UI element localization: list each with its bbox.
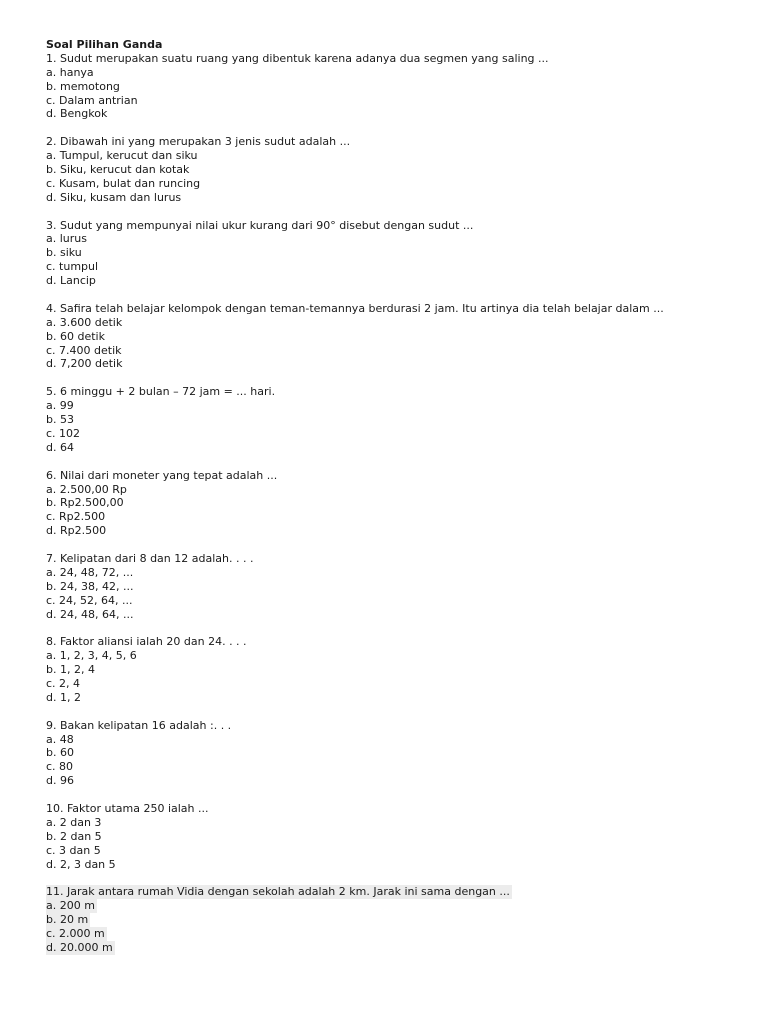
question-4 bbox=[46, 302, 746, 371]
option-c: c. Dalam antrian bbox=[46, 93, 138, 107]
option-b: b. siku bbox=[46, 246, 82, 260]
option-b: b. 60 detik bbox=[46, 329, 105, 343]
question-6 bbox=[46, 469, 746, 538]
option-a: a. lurus bbox=[46, 232, 87, 246]
option-c: c. 3 dan 5 bbox=[46, 843, 101, 857]
option-a: a. 24, 48, 72, ... bbox=[46, 565, 134, 579]
option-d: d. 24, 48, 64, ... bbox=[46, 607, 134, 621]
question-text: 11. Jarak antara rumah Vidia dengan sekolah adalah 2 km. Jarak ini sama dengan ... bbox=[46, 885, 510, 899]
option-c: c. 2, 4 bbox=[46, 676, 81, 690]
option-a: a. 99 bbox=[46, 399, 74, 413]
option-c: c. tumpul bbox=[46, 260, 99, 274]
option-a: a. 48 bbox=[46, 732, 74, 746]
option-a: a. 1, 2, 3, 4, 5, 6 bbox=[46, 649, 137, 663]
option-d: d. Lancip bbox=[46, 274, 96, 288]
option-d: d. 2, 3 dan 5 bbox=[46, 857, 116, 871]
option-b: b. 24, 38, 42, ... bbox=[46, 579, 134, 593]
option-d: d. Bengkok bbox=[46, 107, 108, 121]
option-b: b. Siku, kerucut dan kotak bbox=[46, 163, 190, 177]
question-5 bbox=[46, 385, 746, 454]
question-text: 2. Dibawah ini yang merupakan 3 jenis sudut adalah ... bbox=[46, 135, 351, 149]
option-d: d. Rp2.500 bbox=[46, 524, 107, 538]
option-b: b. 2 dan 5 bbox=[46, 829, 102, 843]
question-text: 1. Sudut merupakan suatu ruang yang dibentuk karena adanya dua segmen yang saling ... bbox=[46, 51, 549, 65]
question-text: 8. Faktor aliansi ialah 20 dan 24. . . . bbox=[46, 635, 247, 649]
option-b: b. 53 bbox=[46, 413, 74, 427]
option-b: b. Rp2.500,00 bbox=[46, 496, 124, 510]
option-d: d. 1, 2 bbox=[46, 690, 81, 704]
document-content bbox=[46, 38, 746, 969]
option-c: c. 2.000 m bbox=[46, 927, 105, 940]
option-a: a. hanya bbox=[46, 65, 94, 79]
option-d: d. 64 bbox=[46, 440, 74, 454]
option-a: a. 200 m bbox=[46, 899, 95, 913]
question-7 bbox=[46, 552, 746, 621]
option-c: c. 7.400 detik bbox=[46, 343, 122, 357]
question-text: 7. Kelipatan dari 8 dan 12 adalah. . . . bbox=[46, 551, 254, 565]
option-d: d. 7,200 detik bbox=[46, 357, 123, 371]
option-d: d. Siku, kusam dan lurus bbox=[46, 190, 182, 204]
option-a: a. 2.500,00 Rp bbox=[46, 482, 127, 496]
option-b: b. 60 bbox=[46, 746, 74, 760]
question-1 bbox=[46, 52, 746, 121]
question-text: 6. Nilai dari moneter yang tepat adalah ... bbox=[46, 468, 278, 482]
option-c: c. 102 bbox=[46, 426, 81, 440]
option-c: c. 24, 52, 64, ... bbox=[46, 593, 133, 607]
option-a: a. Tumpul, kerucut dan siku bbox=[46, 149, 198, 163]
option-d: d. 96 bbox=[46, 774, 74, 788]
option-c: c. Kusam, bulat dan runcing bbox=[46, 176, 201, 190]
option-c: c. Rp2.500 bbox=[46, 510, 106, 524]
option-b: b. 1, 2, 4 bbox=[46, 663, 95, 677]
option-a: a. 3.600 detik bbox=[46, 315, 123, 329]
option-b: b. memotong bbox=[46, 79, 120, 93]
question-text: 9. Bakan kelipatan 16 adalah :. . . bbox=[46, 718, 232, 732]
question-11 bbox=[46, 885, 746, 954]
question-2 bbox=[46, 135, 746, 204]
document-title: Soal Pilihan Ganda bbox=[46, 38, 163, 51]
option-a: a. 2 dan 3 bbox=[46, 815, 102, 829]
option-b: b. 20 m bbox=[46, 913, 89, 927]
question-text: 10. Faktor utama 250 ialah ... bbox=[46, 801, 209, 815]
question-3 bbox=[46, 219, 746, 288]
question-8 bbox=[46, 635, 746, 704]
question-10 bbox=[46, 802, 746, 871]
question-text: 5. 6 minggu + 2 bulan – 72 jam = ... hari. bbox=[46, 385, 276, 399]
question-text: 3. Sudut yang mempunyai nilai ukur kurang dari 90° disebut dengan sudut ... bbox=[46, 218, 474, 232]
option-d: d. 20.000 m bbox=[46, 940, 113, 954]
question-text: 4. Safira telah belajar kelompok dengan teman-temannya berdurasi 2 jam. Itu artinya dia telah belajar dalam ... bbox=[46, 301, 664, 315]
question-9 bbox=[46, 719, 746, 788]
option-c: c. 80 bbox=[46, 760, 74, 774]
